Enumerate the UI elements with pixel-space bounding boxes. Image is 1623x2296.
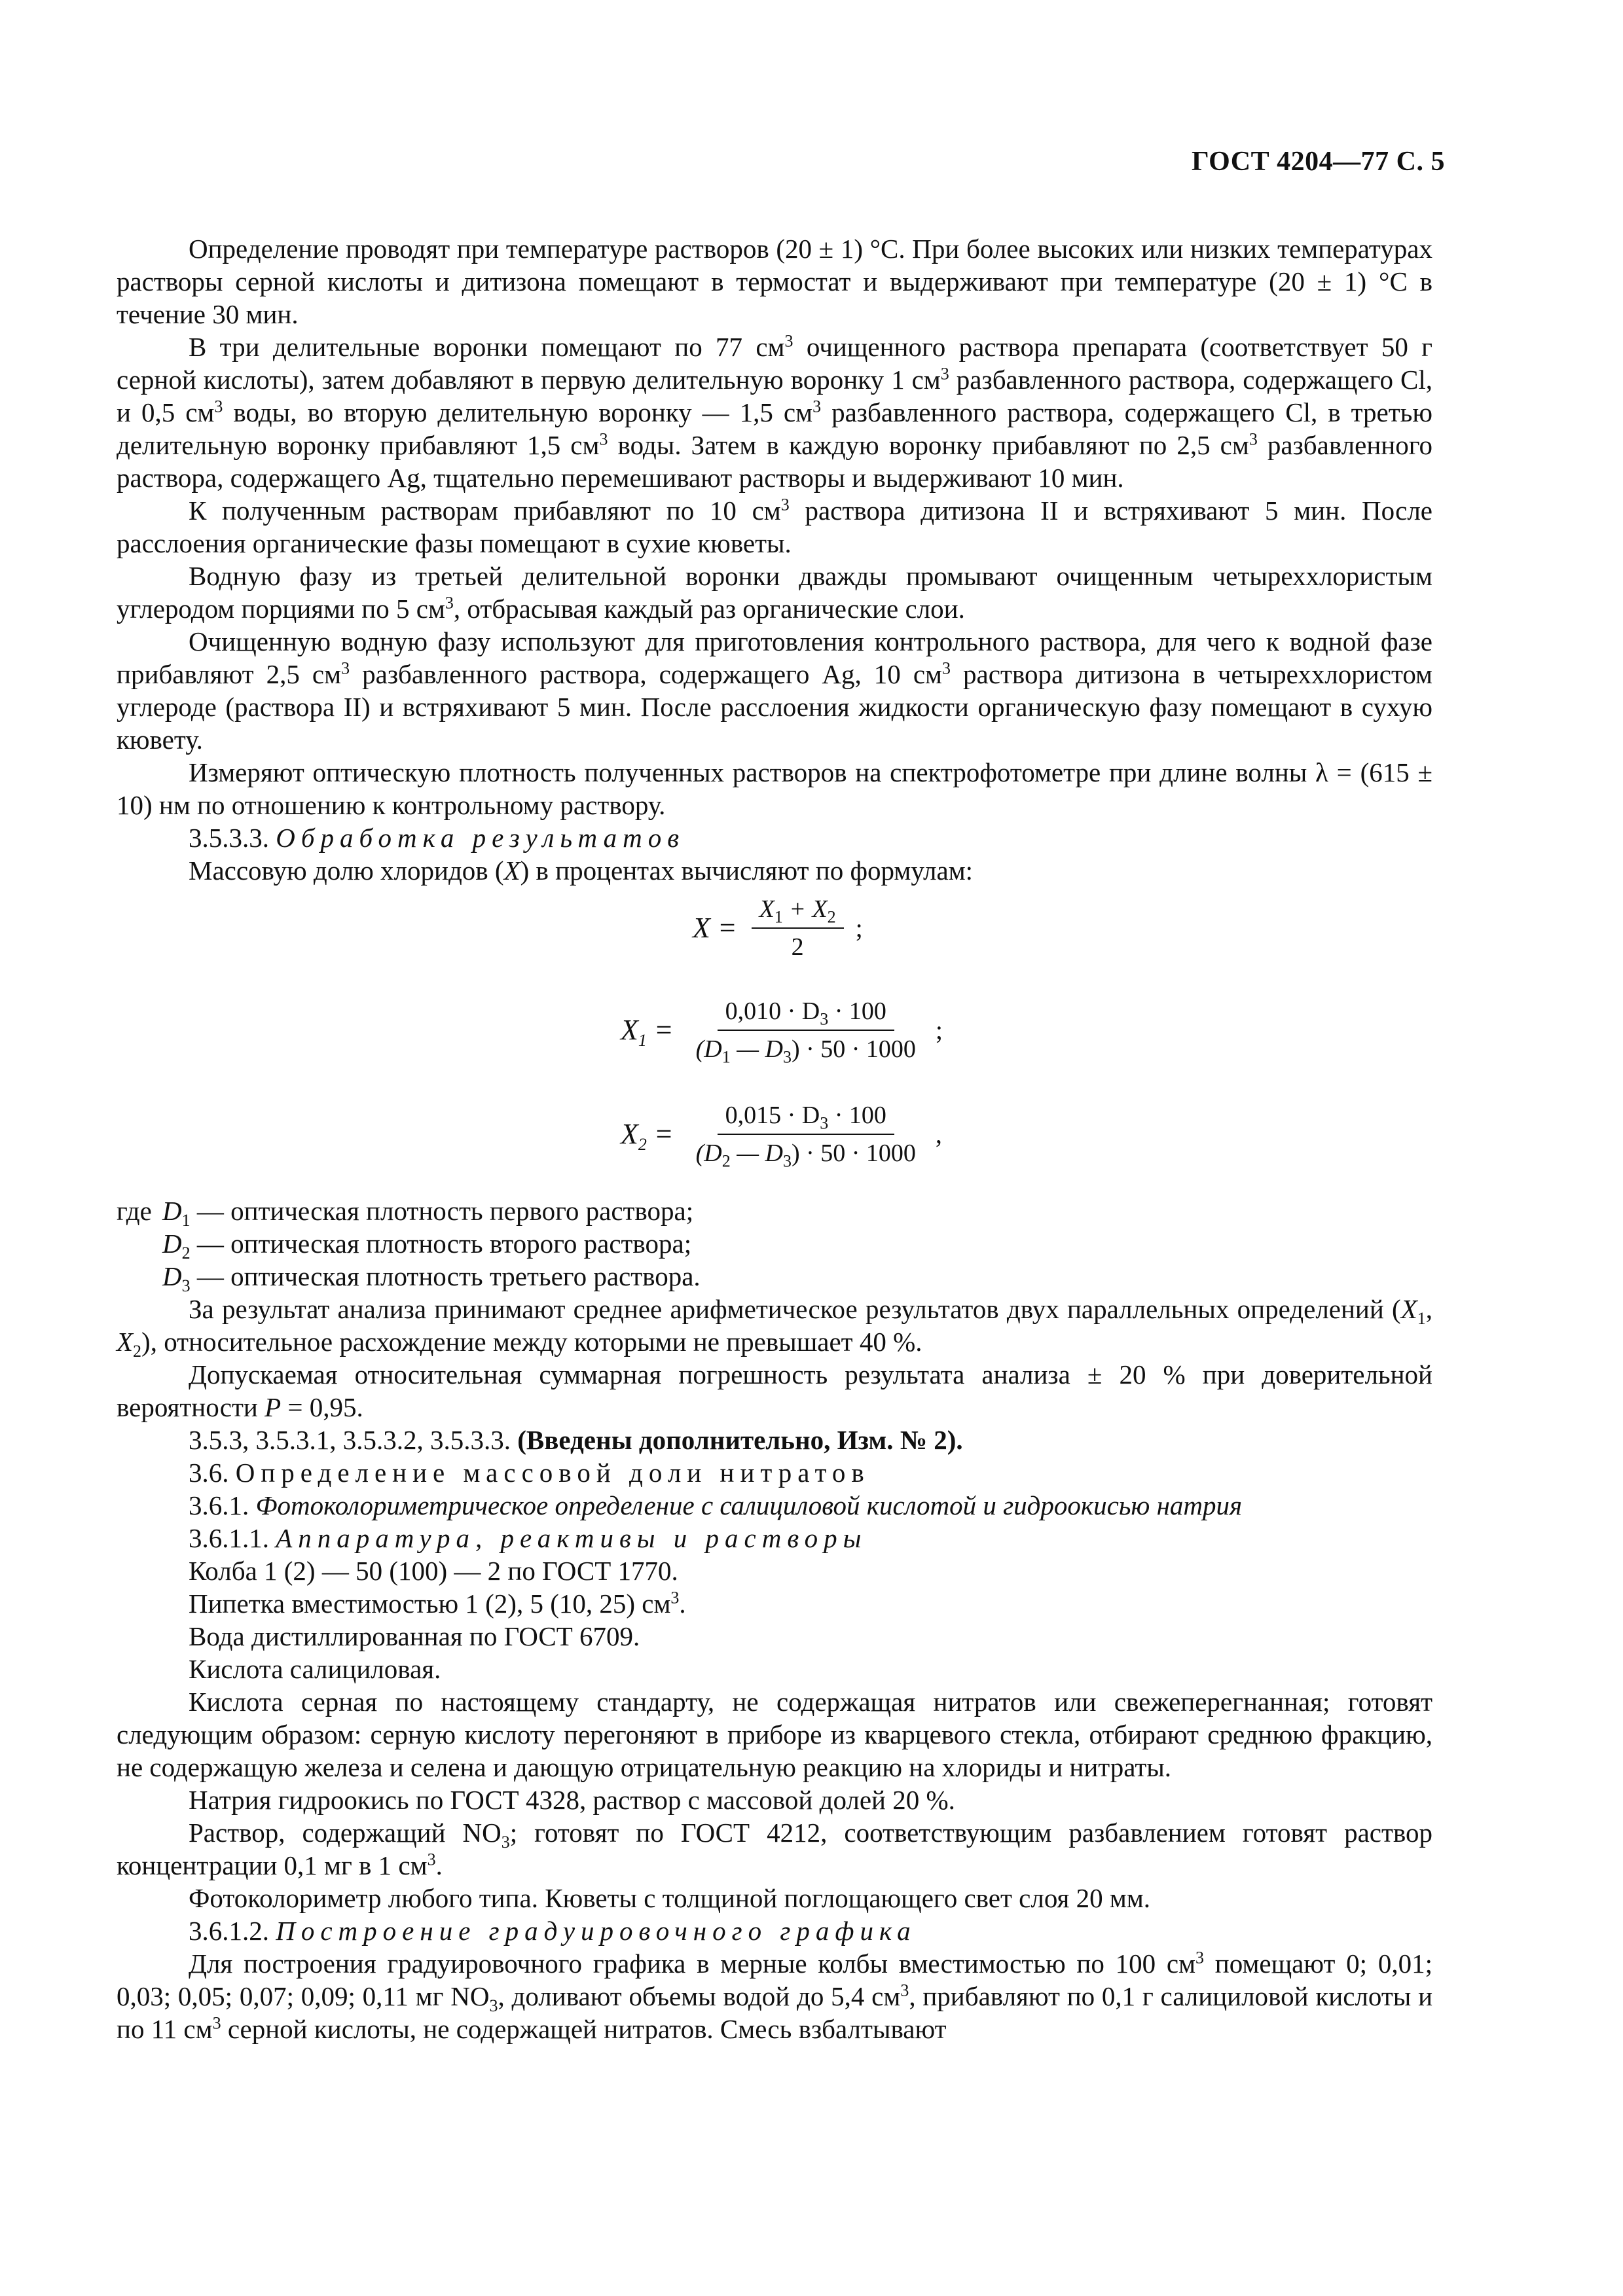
formula-x2: $X_2$ = $\frac{0,015 \cdot D_3 \cdot 100}{(D_2 — D_3) \cdot 50 \cdot 1000}$ , [621,1102,942,1171]
list-item-salicylic: Кислота салициловая. [189,1654,441,1684]
document-body [117,232,1432,2045]
formula-x1: $X_1$ = $\frac{0,010 \cdot D_3 \cdot 100}{(D_1 — D_3) \cdot 50 \cdot 1000}$ ; [621,997,943,1067]
formula-x: X = $\frac{X_1 + X_2}{2}$ ; [693,895,863,961]
list-item-flask: Колба 1 (2) — 50 (100) — 2 по ГОСТ 1770. [189,1556,678,1586]
paragraph-sulfuric-acid: Кислота серная по настоящему стандарту, не содержащая нитратов или свежеперегнанная; готовят следующим образом: серную кислоту перегоняют в приборе из кварцевого стекла, отбирают среднюю фракцию, не содержащую железа и селена и дающую отрицательную реакцию на хлориды и нитраты. [117,1687,1432,1782]
paragraph-result: За результат анализа принимают среднее арифметическое результатов двух параллельных определений ($X_1$, $X_2$), относительное расхождение между которыми не превышает 40 %. [117,1294,1432,1361]
section-3612-heading: 3.6.1.2. Построение градуировочного графика [189,1916,917,1946]
paragraph-dithizone: К полученным растворам прибавляют по 10 $см^3$ раствора дитизона II и встряхивают 5 мин. После расслоения органические фазы помещают в сухие кюветы. [117,495,1432,558]
section-361-heading: 3.6.1. Фотоколориметрическое определение с салициловой кислотой и гидроокисью натрия [189,1490,1243,1520]
paragraph-funnels: В три делительные воронки помещают по 77 $см^3$ очищенного раствора препарата (соответствует 50 г серной кислоты), затем добавляют в первую делительную воронку 1 $см^3$ разбавленного раствора, содержащего Cl, и 0,5 $см^3$ воды, во вторую делительную воронку — 1,5 $см^3$ разбавленного раствора, содержащего Cl, в третью делительную воронку прибавляют 1,5 $см^3$ воды. Затем в каждую воронку прибавляют по 2,5 $см^3$ разбавленного раствора, содержащего Ag, тщательно перемешивают растворы и выдерживают 10 мин. [117,331,1433,493]
paragraph-nitrate-solution: Раствор, содержащий $NO_3$; готовят по ГОСТ 4212, соответствующим разбавлением готовят раствор концентрации 0,1 мг в 1 $см^3$. [117,1818,1432,1880]
list-item-water: Вода дистиллированная по ГОСТ 6709. [189,1621,640,1651]
paragraph-sodium-hydroxide: Натрия гидроокись по ГОСТ 4328, раствор с массовой долей 20 %. [189,1785,955,1815]
section-36-heading: 3.6. Определение массовой доли нитратов [189,1458,870,1488]
section-3533-heading: 3.5.3.3. Обработка результатов [189,823,685,853]
where-d3: $D_3$ — оптическая плотность третьего раствора. [162,1261,701,1296]
list-item-pipette: Пипетка вместимостью 1 (2), 5 (10, 25) $см^3$. [189,1588,686,1619]
paragraph-error: Допускаемая относительная суммарная погрешность результата анализа ± 20 % при доверительной вероятности P = 0,95. [117,1359,1432,1422]
page-header: ГОСТ 4204—77 С. 5 [1191,147,1445,177]
paragraph-temperature: Определение проводят при температуре растворов (20 ± 1) °С. При более высоких или низких температурах растворы серной кислоты и дитизона помещают в термостат и выдерживают при температуре (20 ± 1) °С в течение 30 мин. [117,234,1432,329]
paragraph-amendment: 3.5.3, 3.5.3.1, 3.5.3.2, 3.5.3.3. (Введены дополнительно, Изм. № 2). [189,1425,963,1455]
paragraph-photocolorimeter: Фотоколориметр любого типа. Кюветы с толщиной поглощающего свет слоя 20 мм. [189,1883,1151,1913]
paragraph-control-solution: Очищенную водную фазу используют для приготовления контрольного раствора, для чего к водной фазе прибавляют 2,5 $см^3$ разбавленного раствора, содержащего Ag, 10 $см^3$ раствора дитизона в четыреххлористом углероде (раствора II) и встряхивают 5 мин. После расслоения жидкости органическую фазу помещают в сухую кювету. [117,626,1432,755]
paragraph-formula-intro: Массовую долю хлоридов (X) в процентах вычисляют по формулам: [189,855,974,886]
paragraph-measure: Измеряют оптическую плотность полученных растворов на спектрофотометре при длине волны λ = (615 ± 10) нм по отношению к контрольному раствору. [117,757,1432,820]
section-3611-heading: 3.6.1.1. Аппаратура, реактивы и растворы [189,1523,867,1553]
where-d2: $D_2$ — оптическая плотность второго раствора; [162,1229,692,1263]
paragraph-washing: Водную фазу из третьей делительной воронки дважды промывают очищенным четыреххлористым углеродом порциями по 5 $см^3$, отбрасывая каждый раз органические слои. [117,561,1432,624]
where-d1: где $D_1$ — оптическая плотность первого раствора; [117,1196,694,1230]
paragraph-calibration: Для построения градуировочного графика в мерные колбы вместимостью по 100 $см^3$ помещают 0; 0,01; 0,03; 0,05; 0,07; 0,09; 0,11 мг $NO_3$, доливают объемы водой до 5,4 $см^3$, прибавляют по 0,1 г салициловой кислоты и по 11 $см^3$ серной кислоты, не содержащей нитратов. Смесь взбалтывают [117,1948,1433,2044]
